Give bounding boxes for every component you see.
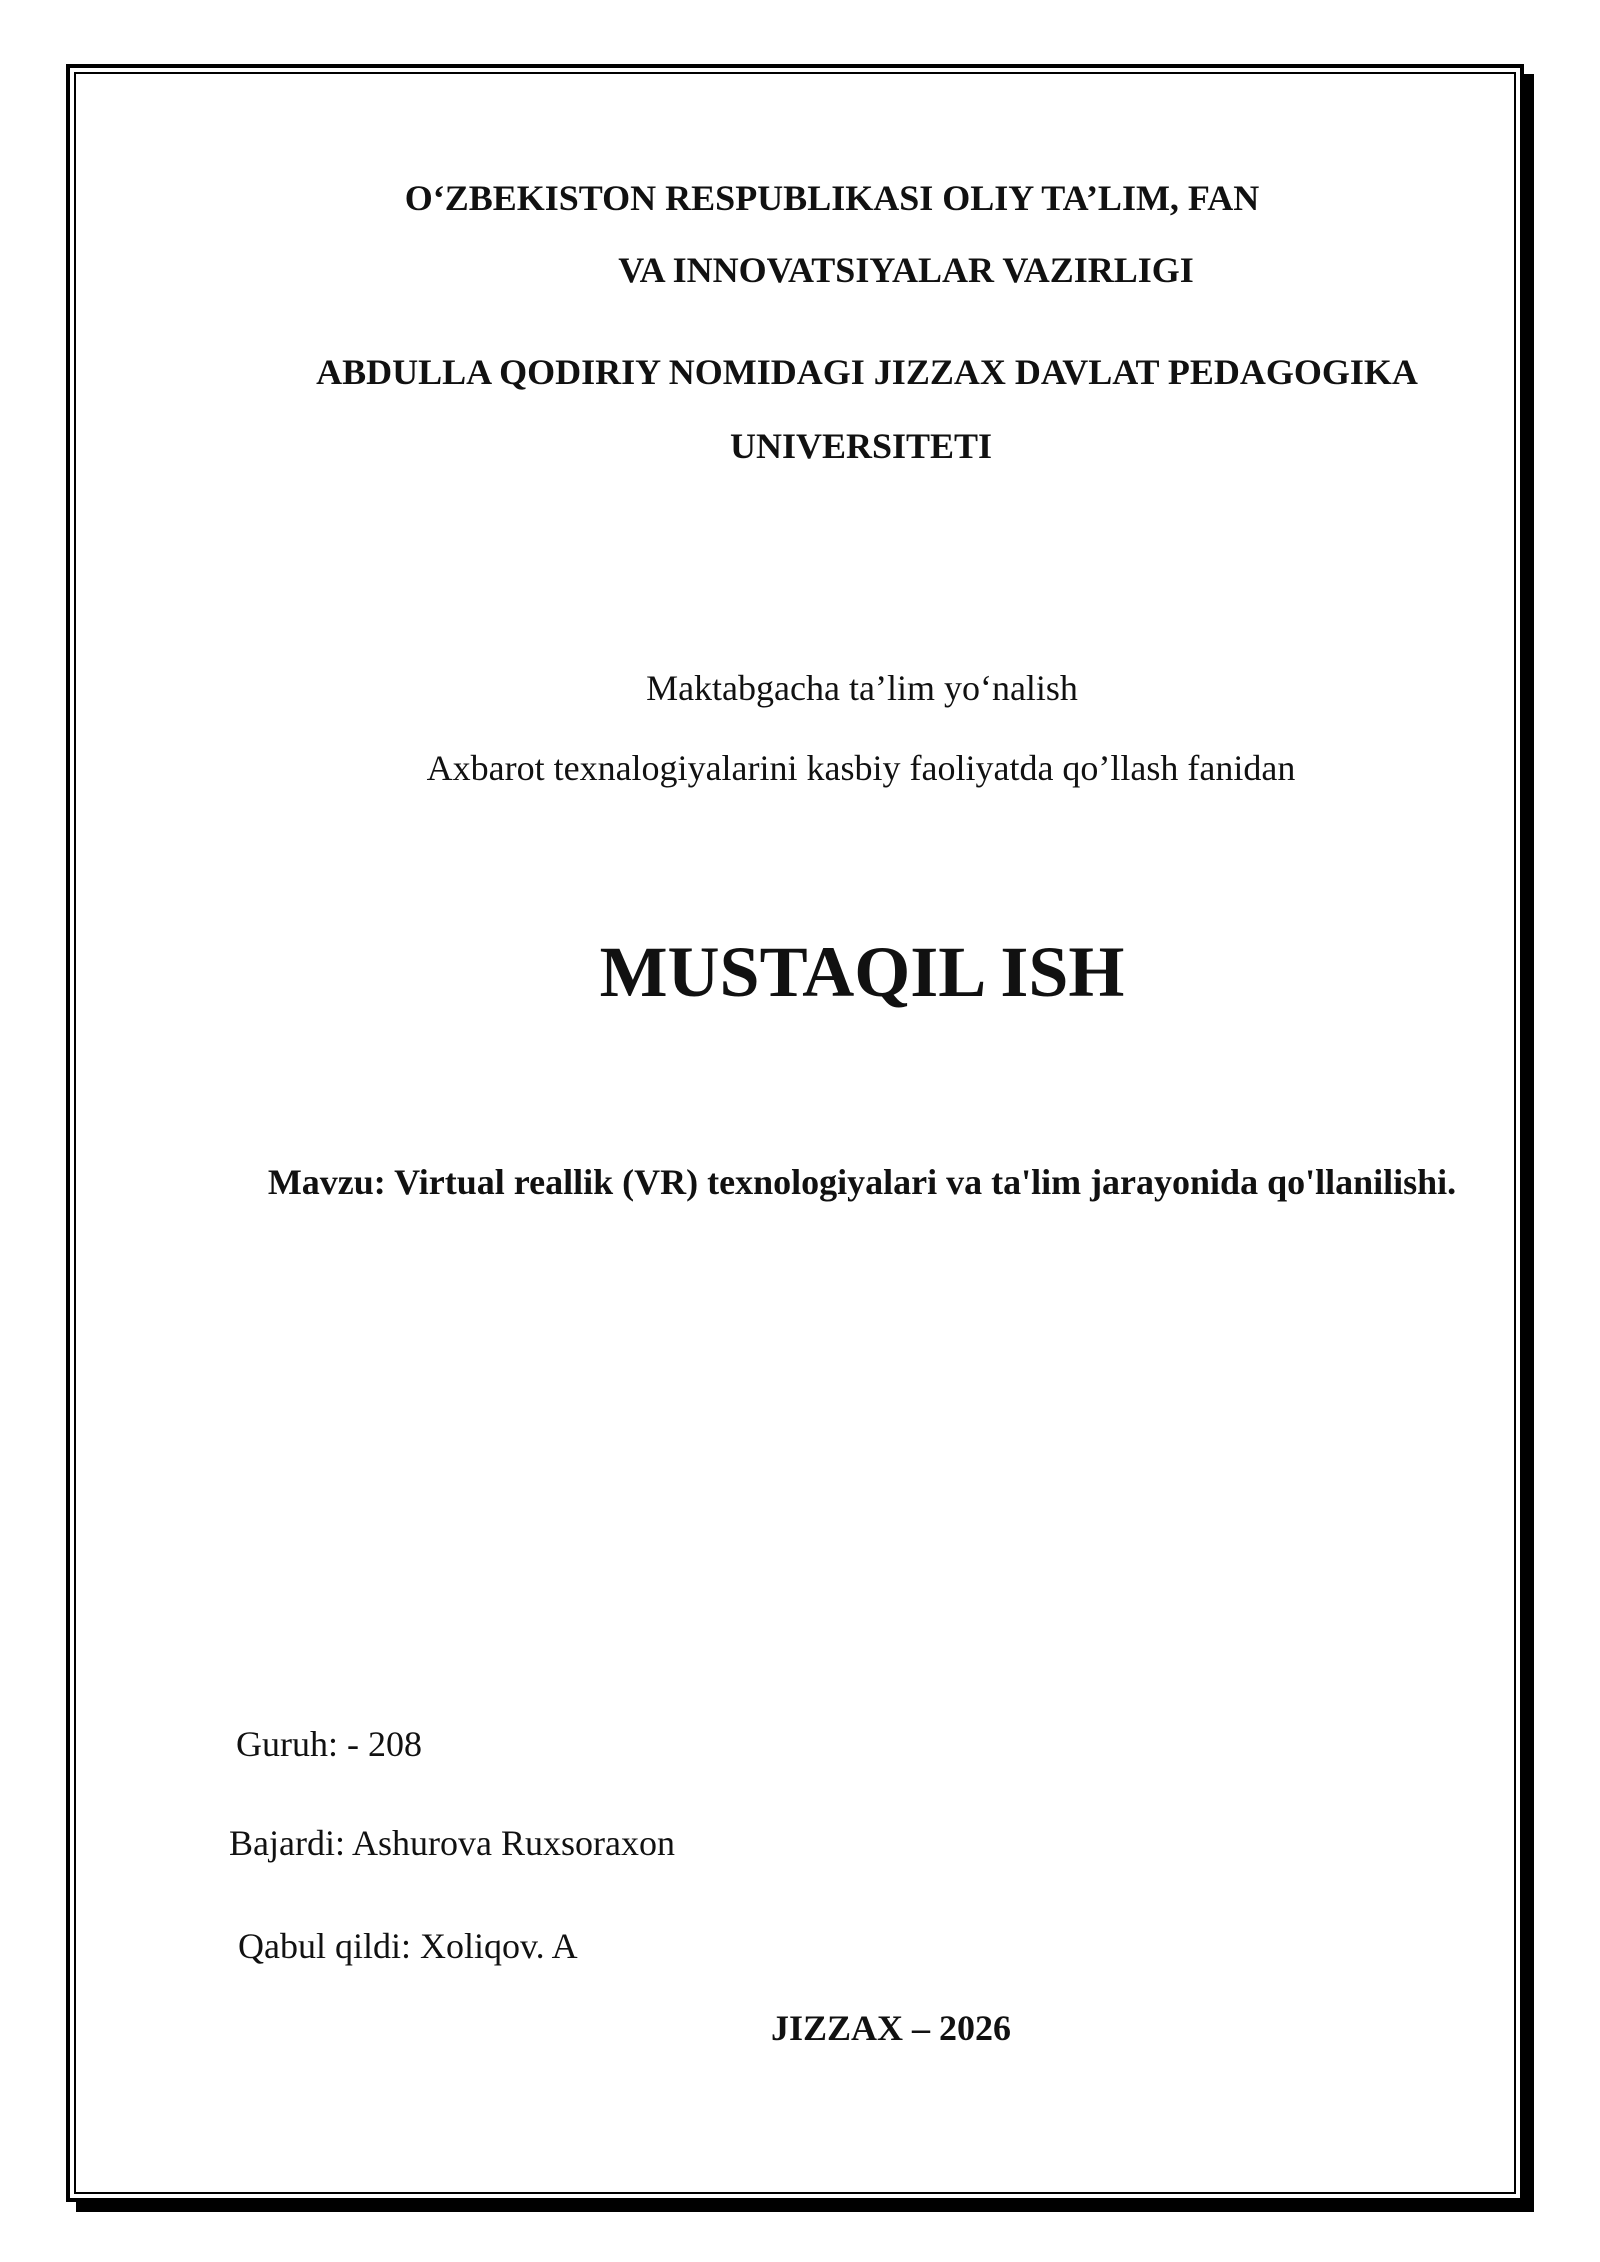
university-name-line1: ABDULLA QODIRIY NOMIDAGI JIZZAX DAVLAT PEDAGOGIKA xyxy=(316,352,1418,392)
ministry-title-line2: VA INNOVATSIYALAR VAZIRLIGI xyxy=(618,250,1194,290)
document-topic: Mavzu: Virtual reallik (VR) texnologiyalari va ta'lim jarayonida qo'llanilishi. xyxy=(267,1162,1457,1202)
accepted-by: Qabul qildi: Xoliqov. A xyxy=(238,1926,578,1966)
university-name-line2: UNIVERSITETI xyxy=(729,426,993,466)
course-subject: Axbarot texnalogiyalarini kasbiy faoliyatda qo’llash fanidan xyxy=(426,748,1296,788)
study-direction: Maktabgacha ta’lim yo‘nalish xyxy=(646,668,1078,708)
performed-by: Bajardi: Ashurova Ruxsoraxon xyxy=(229,1823,675,1863)
ministry-title-line1: O‘ZBEKISTON RESPUBLIKASI OLIY TA’LIM, FAN xyxy=(404,178,1260,218)
city-year: JIZZAX – 2026 xyxy=(770,2008,1012,2048)
document-title: MUSTAQIL ISH xyxy=(599,932,1125,1012)
group-number: Guruh: - 208 xyxy=(236,1724,422,1764)
